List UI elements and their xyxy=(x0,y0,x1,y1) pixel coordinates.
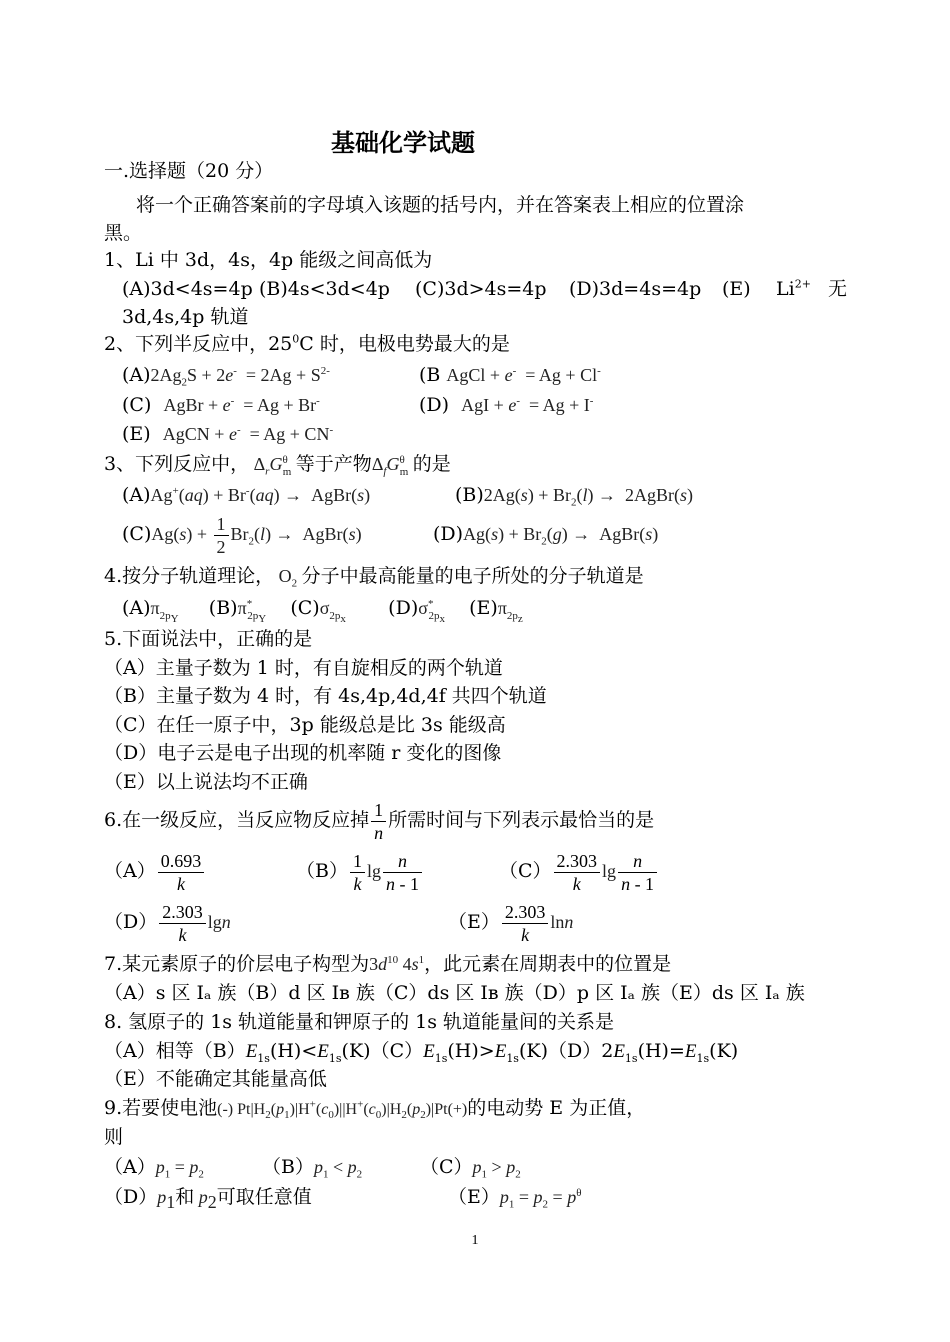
q7-stem-pre: 7.某元素原子的价层电子构型为 xyxy=(104,953,370,975)
q4-c-label: (C) xyxy=(290,597,320,619)
q6-stem-post: 所需时间与下列表示最恰当的是 xyxy=(388,809,655,831)
q3-c-label: (C) xyxy=(122,523,152,545)
q2-c-equation: AgBr + e- = Ag + Br- xyxy=(163,395,320,415)
q2-a-equation: $2Ag_2S + 2e^- = 2Ag + S^{2-}$ xyxy=(150,365,330,389)
q6-d-fraction: $\frac{2.303}{k}$ xyxy=(159,901,206,946)
instruction-line-1: 将一个正确答案前的字母填入该题的括号内，并在答案表上相应的位置涂 xyxy=(136,194,745,216)
q2-stem-post: C 时，电极电势最大的是 xyxy=(299,333,510,355)
question-7-stem xyxy=(104,952,671,976)
q9-c-relation: $p_1 > p_2$ xyxy=(472,1157,521,1181)
one-half-fraction: $\frac{1}{2}$ xyxy=(214,513,229,558)
q6-stem-pre: 6.在一级反应，当反应物反应掉 xyxy=(104,809,370,831)
one-over-n-fraction: $\frac{1}{n}$ xyxy=(371,799,386,844)
instruction-line-2: 黑。 xyxy=(104,222,143,244)
q2-e-equation: AgCN + e- = Ag + CN- xyxy=(162,424,334,444)
question-9-stem xyxy=(104,1096,645,1122)
question-3-option-b xyxy=(455,483,693,507)
question-2-option-a xyxy=(122,363,330,387)
question-2-option-d xyxy=(419,393,593,417)
question-8-option-e: （E）不能确定其能量高低 xyxy=(104,1068,327,1090)
question-6-stem xyxy=(104,796,654,844)
q2-b-label: (B xyxy=(419,364,441,386)
question-1-option-c: (C)3d>4s=4p xyxy=(415,278,547,300)
degree-mark: 0 xyxy=(292,332,300,346)
q4-e-label: (E) xyxy=(469,597,498,619)
q6-c-numerator: 2.303 xyxy=(554,850,601,873)
electron-configuration: $3d^{10}$ $4s^1$ xyxy=(369,954,425,974)
q6-c-label: （C） xyxy=(499,860,552,882)
q9-c-label: （C） xyxy=(420,1156,473,1178)
q6-c-fraction-2: $\frac{n}{n - 1}$ xyxy=(618,850,657,895)
q4-b-orbital: $\pi^*_{2p_Y}$ xyxy=(237,598,267,625)
q4-stem-pre: 4.按分子轨道理论， xyxy=(104,565,275,587)
q7-stem-post: ，此元素在周期表中的位置是 xyxy=(424,953,672,975)
cell-notation: (-) $Pt|H_2(p_1)|H^+(c_0)||H^+(c_0)|H_2(p_2)|Pt(+)$ xyxy=(217,1098,468,1122)
question-4-stem xyxy=(104,564,644,588)
question-1-option-e-label: (E) xyxy=(722,278,751,300)
q2-b-equation: AgCl + e- = Ag + Cl- xyxy=(446,365,601,385)
question-6-option-c: （C） $\frac{2.303}{k}$ lg $\frac{n}{n - 1}$ xyxy=(499,847,659,895)
q6-e-fraction: $\frac{2.303}{k}$ xyxy=(502,901,549,946)
delta-f-g-symbol: $\Delta_fG^\theta_m$ xyxy=(371,454,409,478)
q9-a-label: （A） xyxy=(104,1156,156,1178)
q9-stem-post: 的电动势 E 为正值， xyxy=(467,1097,646,1119)
question-5-stem: 5.下面说法中，正确的是 xyxy=(104,628,313,650)
q6-b-label: （B） xyxy=(296,860,348,882)
question-1-stem: 1、Li 中 3d，4s，4p 能级之间高低为 xyxy=(104,249,433,271)
question-9-stem-cont: 则 xyxy=(104,1126,124,1148)
q4-d-label: (D) xyxy=(388,597,419,619)
question-5-option-b: （B）主量子数为 4 时，有 4s,4p,4d,4f 共四个轨道 xyxy=(104,685,547,707)
q3-a-label: (A) xyxy=(122,484,151,506)
p2-symbol: p xyxy=(194,1187,208,1207)
question-5-option-d: （D）电子云是电子出现的机率随 r 变化的图像 xyxy=(104,742,502,764)
q4-e-orbital: $\pi_{2p_z}$ xyxy=(497,598,523,625)
q9-a-relation: $p_1 = p_2$ xyxy=(155,1157,204,1181)
question-6-option-e: （E） $\frac{2.303}{k}$ lnn xyxy=(448,901,574,945)
q3-a-equation: Ag+(aq) + Br-(aq) → AgBr(s) xyxy=(150,485,371,505)
q4-d-orbital: $\sigma^*_{2p_x}$ xyxy=(418,598,445,625)
q9-e-label: （E） xyxy=(448,1186,500,1208)
question-3-option-c xyxy=(122,510,362,558)
q2-e-label: (E) xyxy=(122,423,151,445)
question-1-option-d: (D)3d=4s=4p xyxy=(569,278,702,300)
q4-c-orbital: $\sigma_{2p_x}$ xyxy=(319,598,346,625)
question-5-option-e: （E）以上说法均不正确 xyxy=(104,771,308,793)
question-3-option-d xyxy=(433,522,658,546)
q6-a-label: （A） xyxy=(104,860,156,882)
question-9-option-a xyxy=(104,1155,204,1179)
question-6-option-b: （B） $\frac{1}{k}$ lg $\frac{n}{n - 1}$ xyxy=(296,847,424,895)
question-4-options xyxy=(122,596,523,625)
page-title: 基础化学试题 xyxy=(331,129,475,157)
q3-b-equation: $2Ag(s) + Br_2(l)$ → 2AgBr(s) xyxy=(483,485,693,509)
q3-stem-pre: 3、下列反应中， xyxy=(104,453,250,475)
q9-stem-pre: 9.若要使电池 xyxy=(104,1097,218,1119)
q4-stem-post: 分子中最高能量的电子所处的分子轨道是 xyxy=(301,565,644,587)
q6-d-label: （D） xyxy=(104,911,158,933)
q9-d-post: 可取任意值 xyxy=(216,1186,312,1208)
question-2-option-b xyxy=(419,363,601,387)
question-8-stem: 8. 氢原子的 1s 轨道能量和钾原子的 1s 轨道能量间的关系是 xyxy=(104,1011,615,1033)
q3-stem-mid: 等于产物 xyxy=(295,453,372,475)
q9-d-label: （D） xyxy=(104,1186,158,1208)
question-5-option-a: （A）主量子数为 1 时，有自旋相反的两个轨道 xyxy=(104,657,503,679)
q2-d-label: (D) xyxy=(419,394,450,416)
question-6-option-d: （D） $\frac{2.303}{k}$ lgn xyxy=(104,901,231,945)
question-6-option-a xyxy=(104,847,206,895)
q9-d-mid: 和 xyxy=(175,1186,195,1208)
q2-d-equation: AgI + e- = Ag + I- xyxy=(461,395,594,415)
question-9-option-b xyxy=(262,1155,362,1179)
q3-c-equation: Ag(s) + $\frac{1}{2}$ $Br_2(l)$ → AgBr(s) xyxy=(151,514,362,558)
q3-d-equation: $Ag(s) + Br_2(g)$ → AgBr(s) xyxy=(463,524,659,548)
q6-a-numerator: 0.693 xyxy=(158,850,205,873)
question-8-options: （A）相等$(B)E_{1s}(H)<E_{1s}(K)(C)E_{1s}(H)>E_{1s}(K)(D)2E_{1s}(H)=E_{1s}(K)$ xyxy=(104,1040,739,1065)
q4-a-orbital: $\pi_{2p_Y}$ xyxy=(150,598,179,625)
li-symbol: Li xyxy=(776,278,795,300)
q9-b-relation: $p_1 < p_2$ xyxy=(313,1157,363,1181)
q9-b-label: （B） xyxy=(262,1156,314,1178)
question-9-option-e xyxy=(448,1185,581,1209)
question-1-option-e-text: 无 xyxy=(828,278,848,300)
q2-stem-pre: 2、下列半反应中，25 xyxy=(104,333,293,355)
question-5-option-c: （C）在任一原子中，3p 能级总是比 3s 能级高 xyxy=(104,714,506,736)
q3-b-label: (B) xyxy=(455,484,484,506)
question-1-option-a: (A)3d<4s=4p xyxy=(122,278,253,300)
question-3-stem xyxy=(104,452,451,476)
o2-symbol: $O_2$ xyxy=(274,566,298,590)
question-7-options: （A）s 区 Iₐ 族（B）d 区 Iʙ 族（C）ds 区 Iʙ 族（D）p 区 Iₐ 族（E）ds 区 Iₐ 族 xyxy=(104,982,805,1004)
question-1-option-e-cont: 3d,4s,4p 轨道 xyxy=(122,306,249,328)
page-number: 1 xyxy=(471,1233,479,1248)
q6-a-fraction: $\frac{0.693}{k}$ xyxy=(158,850,205,895)
q3-d-label: (D) xyxy=(433,523,464,545)
q6-e-label: （E） xyxy=(448,911,500,933)
li-charge: 2+ xyxy=(794,277,811,291)
q6-c-fraction-1: $\frac{2.303}{k}$ xyxy=(554,850,601,895)
q6-d-numerator: 2.303 xyxy=(159,901,206,924)
question-2-stem xyxy=(104,332,510,356)
question-3-option-a xyxy=(122,483,370,507)
question-2-option-e xyxy=(122,422,333,446)
q6-e-numerator: 2.303 xyxy=(502,901,549,924)
question-9-option-c xyxy=(420,1155,521,1179)
question-1-option-e-ion xyxy=(776,277,811,301)
q2-a-label: (A) xyxy=(122,364,151,386)
question-2-option-c xyxy=(122,393,320,417)
q6-b-fraction-2: $\frac{n}{n - 1}$ xyxy=(383,850,422,895)
q2-c-label: (C) xyxy=(122,394,152,416)
q3-stem-post: 的是 xyxy=(412,453,451,475)
section-heading: 一.选择题（20 分） xyxy=(104,160,274,182)
q4-a-label: (A) xyxy=(122,597,151,619)
q4-b-label: (B) xyxy=(208,597,238,619)
delta-r-g-symbol: $\Delta_rG^\theta_m$ xyxy=(249,454,292,478)
question-1-option-b: (B)4s<3d<4p xyxy=(259,278,390,300)
q9-e-relation: $p_1 = p_2 = p^\theta$ xyxy=(499,1187,582,1211)
q6-b-fraction-1: $\frac{1}{k}$ xyxy=(350,850,365,895)
p1-symbol: p xyxy=(157,1187,167,1207)
question-9-option-d: $(D)p_1$和 $p_2$可取任意值 xyxy=(104,1186,312,1212)
